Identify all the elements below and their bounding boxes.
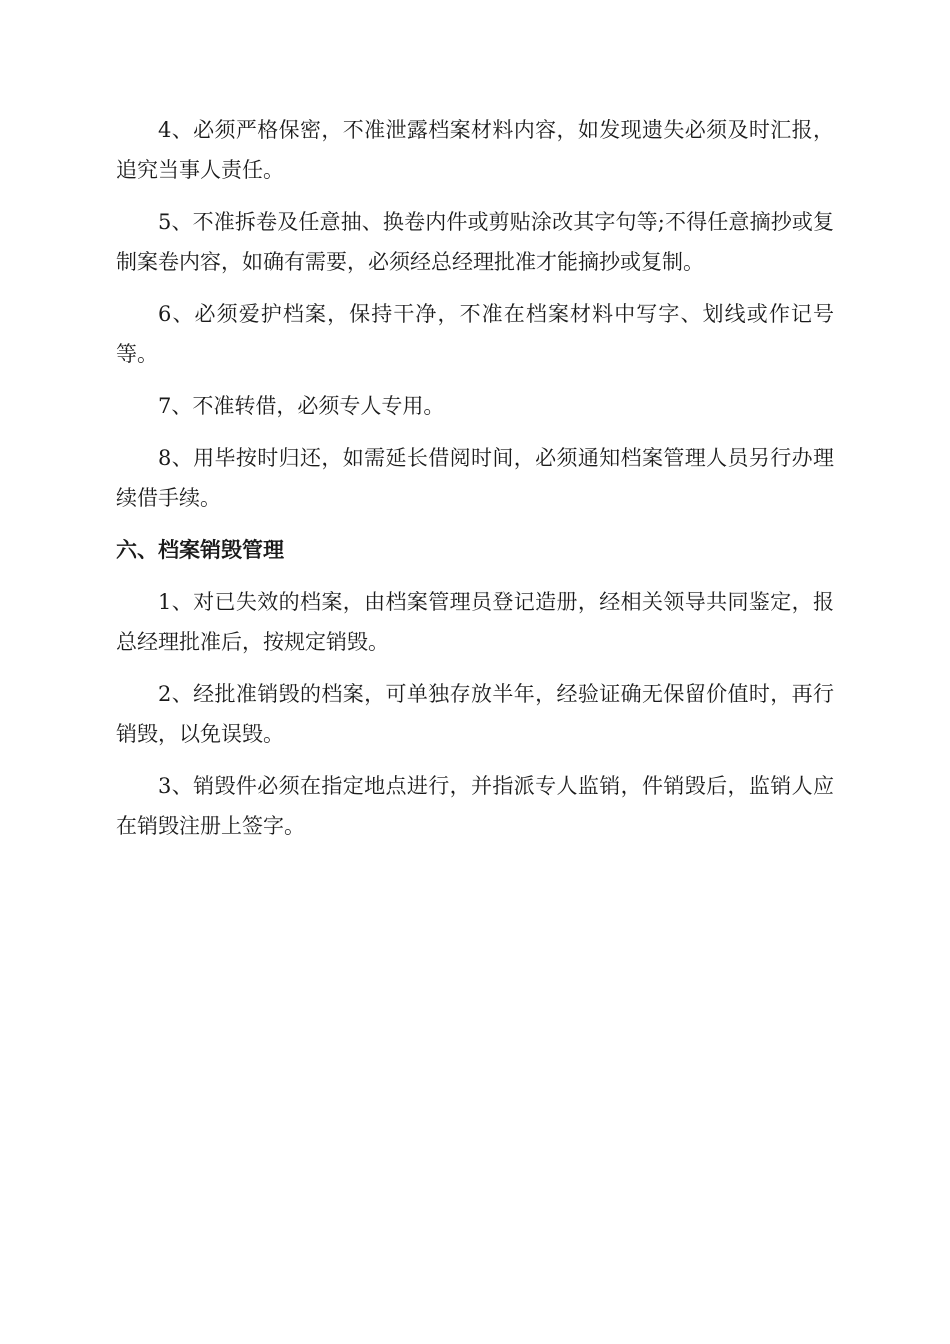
- paragraph-destruction-1: 1、对已失效的档案，由档案管理员登记造册，经相关领导共同鉴定，报总经理批准后，按规定销毁。: [116, 590, 834, 654]
- paragraph-rule-4: 4、必须严格保密，不准泄露档案材料内容，如发现遗失必须及时汇报，追究当事人责任。: [116, 118, 834, 182]
- paragraph-rule-7: 7、不准转借，必须专人专用。: [158, 394, 445, 418]
- paragraph-destruction-3: 3、销毁件必须在指定地点进行，并指派专人监销，件销毁后，监销人应在销毁注册上签字。: [116, 774, 834, 838]
- document-body: [116, 110, 834, 858]
- paragraph-destruction-2: 2、经批准销毁的档案，可单独存放半年，经验证确无保留价值时，再行销毁，以免误毁。: [116, 682, 834, 746]
- paragraph-rule-5: 5、不准拆卷及任意抽、换卷内件或剪贴涂改其字句等;不得任意摘抄或复制案卷内容，如确有需要，必须经总经理批准才能摘抄或复制。: [116, 210, 834, 274]
- paragraph-rule-6: 6、必须爱护档案，保持干净，不准在档案材料中写字、划线或作记号等。: [116, 302, 834, 366]
- section-heading-destruction: 六、档案销毁管理: [116, 538, 284, 562]
- paragraph-rule-8: 8、用毕按时归还，如需延长借阅时间，必须通知档案管理人员另行办理续借手续。: [116, 446, 834, 510]
